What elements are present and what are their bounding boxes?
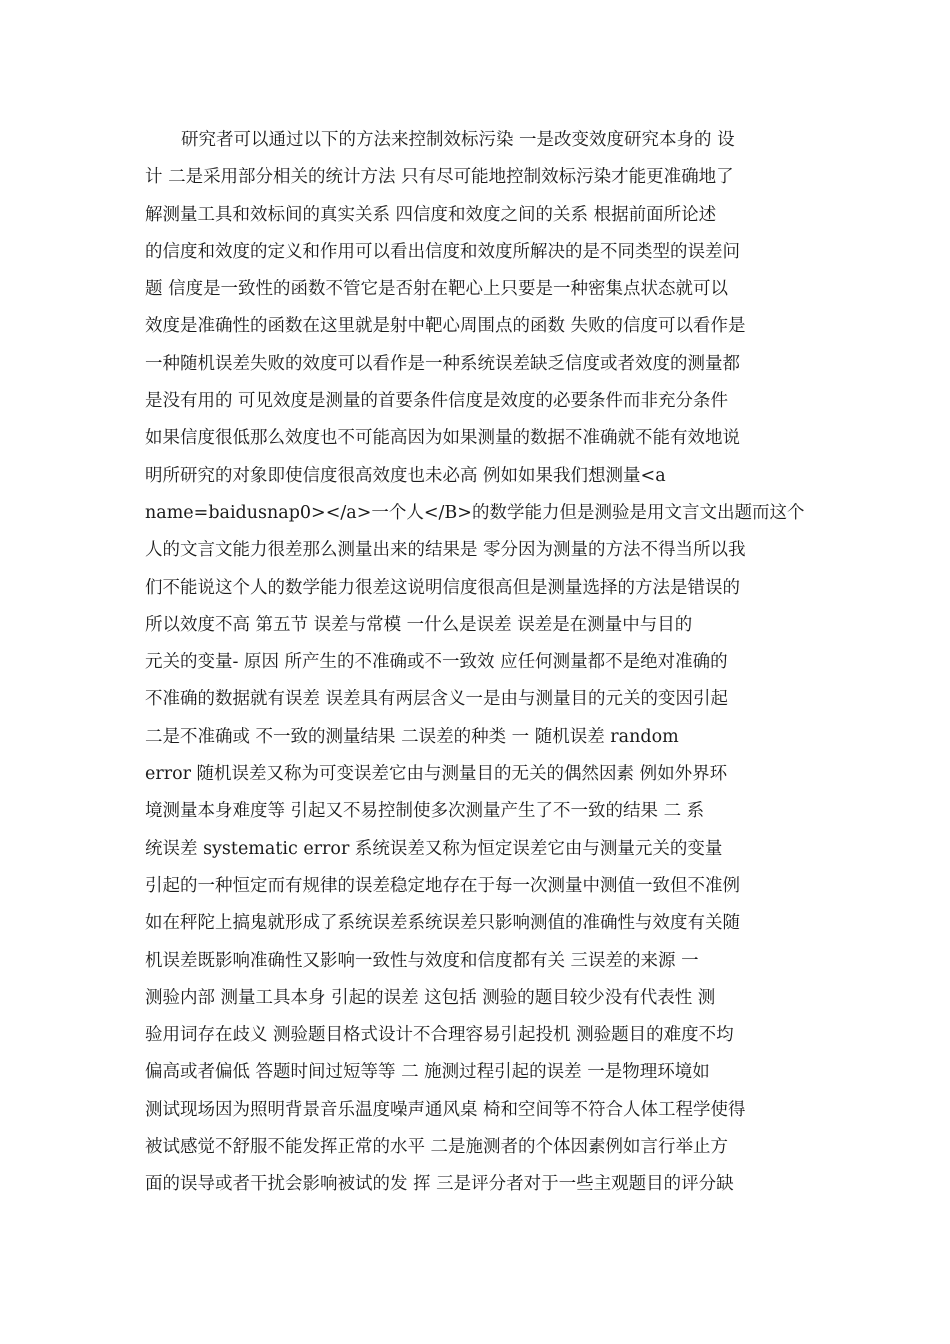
text-line: 统误差 systematic error 系统误差又称为恒定误差它由与测量元关的变量 [145,838,723,859]
text-line: 解测量工具和效标间的真实关系 四信度和效度之间的关系 根据前面所论述 [145,204,717,225]
text-line: 计 二是采用部分相关的统计方法 只有尽可能地控制效标污染才能更准确地了 [145,167,734,188]
text-line: 偏高或者偏低 答题时间过短等等 二 施测过程引起的误差 一是物理环境如 [145,1062,710,1083]
body-text [145,122,805,1204]
text-line: 面的误导或者干扰会影响被试的发 挥 三是评分者对于一些主观题目的评分缺 [145,1174,734,1195]
text-line: name=baidusnap0></a>一个人</B>的数学能力但是测验是用文言文出题而这个 [145,502,805,523]
text-line: 一种随机误差失败的效度可以看作是一种系统误差缺乏信度或者效度的测量都 [145,353,740,374]
text-line: 引起的一种恒定而有规律的误差稳定地存在于每一次测量中测值一致但不准例 [145,875,740,896]
text-line: 测验内部 测量工具本身 引起的误差 这包括 测验的题目较少没有代表性 测 [145,987,716,1008]
text-line: 被试感觉不舒服不能发挥正常的水平 二是施测者的个体因素例如言行举止方 [145,1137,729,1158]
text-line: 研究者可以通过以下的方法来控制效标污染 一是改变效度研究本身的 设 [181,130,735,150]
text-line: 机误差既影响准确性又影响一致性与效度和信度都有关 三误差的来源 一 [145,950,699,971]
text-line: 如在秤陀上搞鬼就形成了系统误差系统误差只影响测值的准确性与效度有关随 [145,913,740,934]
text-line: 不准确的数据就有误差 误差具有两层含义一是由与测量目的元关的变因引起 [145,689,729,710]
text-line: 境测量本身难度等 引起又不易控制使多次测量产生了不一致的结果 二 系 [145,801,705,822]
text-line: 们不能说这个人的数学能力很差这说明信度很高但是测量选择的方法是错误的 [145,577,740,598]
text-line: 明所研究的对象即使信度很高效度也未必高 例如如果我们想测量<a [145,465,666,486]
text-line: error 随机误差又称为可变误差它由与测量目的无关的偶然因素 例如外界环 [145,764,728,785]
text-line: 所以效度不高 第五节 误差与常模 一什么是误差 误差是在测量中与目的 [145,614,693,635]
text-line: 元关的变量- 原因 所产生的不准确或不一致效 应任何测量都不是绝对准确的 [145,652,728,673]
text-line: 人的文言文能力很差那么测量出来的结果是 零分因为测量的方法不得当所以我 [145,540,746,561]
text-line: 是没有用的 可见效度是测量的首要条件信度是效度的必要条件而非充分条件 [145,391,729,412]
text-line: 的信度和效度的定义和作用可以看出信度和效度所解决的是不同类型的误差问 [145,241,740,262]
text-line: 二是不准确或 不一致的测量结果 二误差的种类 一 随机误差 random [145,726,679,747]
text-line: 如果信度很低那么效度也不可能高因为如果测量的数据不准确就不能有效地说 [145,428,740,449]
text-line: 验用词存在歧义 测验题目格式设计不合理容易引起投机 测验题目的难度不均 [145,1025,734,1046]
text-line: 题 信度是一致性的函数不管它是否射在靶心上只要是一种密集点状态就可以 [145,279,729,300]
text-line: 效度是准确性的函数在这里就是射中靶心周围点的函数 失败的信度可以看作是 [145,316,746,337]
text-line: 测试现场因为照明背景音乐温度噪声通风桌 椅和空间等不符合人体工程学使得 [145,1099,746,1120]
